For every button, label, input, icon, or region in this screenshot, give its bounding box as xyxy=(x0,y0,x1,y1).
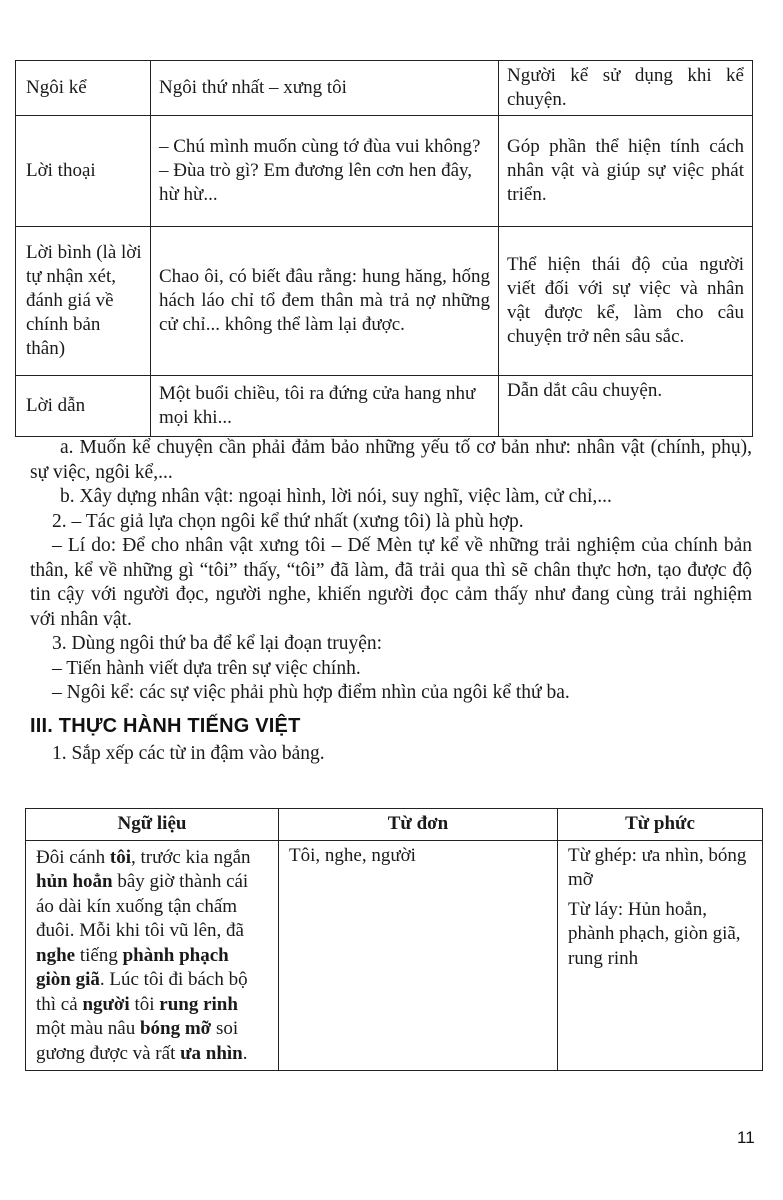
header-cell: Từ đơn xyxy=(279,809,558,841)
table-row xyxy=(16,61,753,116)
bold-word: hủn hoẳn xyxy=(36,871,113,892)
paragraph-3-a: – Tiến hành viết dựa trên sự việc chính. xyxy=(52,657,361,679)
table-cell: Lời thoại xyxy=(16,116,151,227)
compound-words: Từ ghép: ưa nhìn, bóng mỡ xyxy=(568,844,747,890)
table-cell: Ngôi kể xyxy=(16,61,151,116)
header-cell: Từ phức xyxy=(558,809,763,841)
table-cell: Góp phần thể hiện tính cách nhân vật và giúp sự việc phát triển. xyxy=(499,116,753,227)
word-classification-table xyxy=(25,808,763,1071)
compound-words-cell xyxy=(558,840,763,1070)
table-row xyxy=(26,840,763,1070)
table-cell xyxy=(151,116,499,227)
passage-text: . xyxy=(242,1042,248,1064)
task-instruction: 1. Sắp xếp các từ in đậm vào bảng. xyxy=(52,743,325,764)
passage-text: bây giờ thành cái áo dài kín xuống tận chấm đuôi. Mỗi khi tôi vũ lên, đã xyxy=(36,871,249,941)
paragraph-3: 3. Dùng ngôi thứ ba để kể lại đoạn truyện: xyxy=(52,633,383,654)
paragraph-3-b: – Ngôi kể: các sự việc phải phù hợp điểm nhìn của ngôi kể thứ ba. xyxy=(52,682,570,703)
bold-word: ưa nhìn xyxy=(180,1042,243,1064)
paragraph-2-reason: – Lí do: Để cho nhân vật xưng tôi – Dế Mèn tự kể về những trải nghiệm của chính bản thân, kể về những gì “tôi” thấy, “tôi” đã làm, đã trải qua thì sẽ chân thực hơn, tạo được độ tin cậy với người đọc, người nghe, khiến người đọc cảm thấy như đang cùng trải nghiệm với nhân vật. xyxy=(30,535,752,630)
narration-table xyxy=(15,60,753,437)
bold-word: rung rinh xyxy=(159,993,238,1015)
table-cell: Một buổi chiều, tôi ra đứng cửa hang như mọi khi... xyxy=(151,376,499,437)
passage-text: tiếng xyxy=(75,944,123,966)
table-cell: Dẫn dắt câu chuyện. xyxy=(499,376,753,437)
passage-text: soi gương được và rất xyxy=(36,1018,239,1064)
bold-word: nghe xyxy=(36,944,76,966)
dialogue-line: – Chú mình muốn cùng tớ đùa vui không? xyxy=(159,136,481,157)
section-heading: III. THỰC HÀNH TIẾNG VIỆT xyxy=(30,714,301,737)
table-cell: Người kể sử dụng khi kể chuyện. xyxy=(499,61,753,116)
single-words-cell: Tôi, nghe, người xyxy=(279,840,558,1070)
bold-word: bóng mỡ xyxy=(139,1018,212,1039)
page-number: 11 xyxy=(737,1128,755,1147)
bold-word: tôi xyxy=(109,846,131,868)
paragraph-a: a. Muốn kể chuyện cần phải đảm bảo những yếu tố cơ bản như: nhân vật (chính, phụ), sự việc, ngôi kể,... xyxy=(30,437,752,483)
passage-text: . Lúc tôi đi bách bộ thì cả xyxy=(36,969,248,1015)
passage-text: một màu nâu xyxy=(36,1018,140,1039)
dialogue-line: – Đùa trò gì? Em đương lên cơn hen đây, hừ hừ... xyxy=(159,160,473,205)
table-cell: Chao ôi, có biết đâu rằng: hung hăng, hống hách láo chỉ tổ đem thân mà trả nợ những cử chỉ... không thể làm lại được. xyxy=(151,227,499,376)
table-row xyxy=(16,227,753,376)
table-cell: Thể hiện thái độ của người viết đối với sự việc và nhân vật được kể, làm cho câu chuyện trở nên sâu sắc. xyxy=(499,227,753,376)
table-cell: Ngôi thứ nhất – xưng tôi xyxy=(151,61,499,116)
bold-word: phành phạch giòn giã xyxy=(36,944,229,990)
table-row xyxy=(16,116,753,227)
bold-word: người xyxy=(82,993,130,1015)
passage-cell xyxy=(26,840,279,1070)
passage-text: tôi xyxy=(129,993,160,1015)
table-cell: Lời bình (là lời tự nhận xét, đánh giá về chính bản thân) xyxy=(16,227,151,376)
paragraph-2: 2. – Tác giả lựa chọn ngôi kể thứ nhất (xưng tôi) là phù hợp. xyxy=(52,510,524,532)
table-row xyxy=(16,376,753,437)
passage-text: Đôi cánh xyxy=(36,846,110,868)
passage-text: , trước kia ngắn xyxy=(130,846,251,868)
reduplicative-words: Từ láy: Hủn hoẳn, phành phạch, giòn giã, rung rinh xyxy=(568,898,741,969)
table-header-row xyxy=(26,809,763,841)
paragraph-b: b. Xây dựng nhân vật: ngoại hình, lời nói, suy nghĩ, việc làm, cử chỉ,... xyxy=(60,486,612,507)
table-cell: Lời dẫn xyxy=(16,376,151,437)
header-cell: Ngữ liệu xyxy=(26,809,279,841)
answer-text xyxy=(30,436,752,767)
